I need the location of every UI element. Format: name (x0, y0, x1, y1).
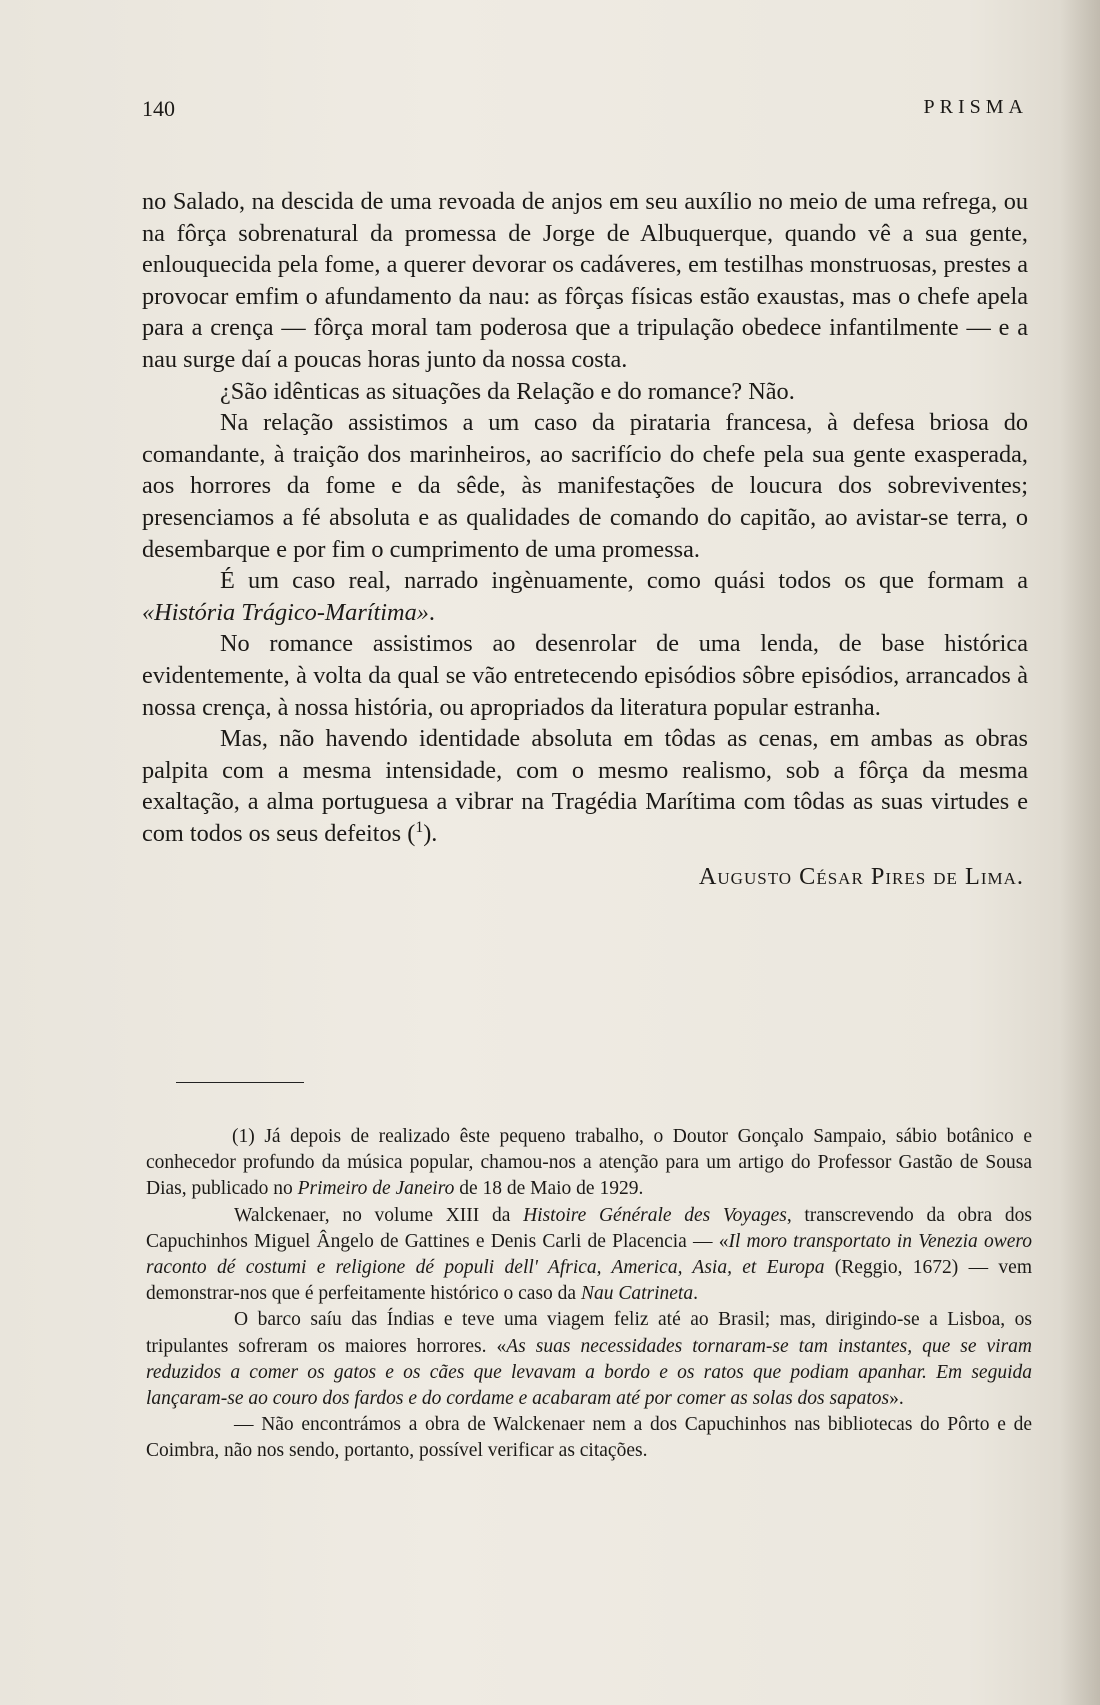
footnote-1-mark: (1) (232, 1126, 255, 1147)
newspaper-title: Primeiro de Janeiro (297, 1178, 455, 1200)
title-nau-catrineta: Nau Catrineta (580, 1283, 694, 1305)
paragraph-4 (142, 565, 1028, 628)
paragraph-1: no Salado, na descida de uma revoada de anjos em seu auxílio no meio de uma refrega, ou na fôrça sobrenatural da promessa de Jorge de Albuquerque, quando vê a sua gente, enlouquecida pela fome, a querer devorar os cadáveres, em testilhas monstruosas, prestes a provocar emfim o afundamento da nau: as fôrças físicas estão exaustas, mas o chefe apela para a crença — fôrça moral tam poderosa que a tripulação obedece infantilmente — e a nau surge daí a poucas horas junto da nossa costa. (142, 188, 1028, 373)
footnote-2 (146, 1203, 1032, 1308)
footnote-2-text-a: Walckenaer, no volume XIII da (234, 1204, 524, 1226)
footnote-3-text-a: O barco saíu das Índias e teve uma viagem feliz até ao Brasil; mas, dirigindo-se a Lisboa, os tripulantes sofreram os maiores horrores. « (146, 1309, 1032, 1357)
footnote-1 (146, 1124, 1032, 1203)
paragraph-6 (142, 723, 1028, 849)
footnote-1-end: de 18 de Maio de 1929. (454, 1178, 644, 1200)
book-title-il-moro: Il moro transportato in Venezia owero raconto dé costumi e religione dé populi dell' Africa, America, Asia, et Europa (146, 1230, 1032, 1279)
paragraph-2: ¿São idênticas as situações da Relação e do romance? Não. (220, 377, 795, 405)
paragraph-5: No romance assistimos ao desenrolar de uma lenda, de base histórica evidentemente, à volta da qual se vão entretecendo episódios sôbre episódios, arrancados à nossa crença, à nossa história, ou apropriados da literatura popular estranha. (142, 630, 1028, 721)
footnote-3-end: ». (889, 1388, 904, 1410)
paragraph-6-end: ). (423, 819, 438, 847)
footnote-2-text-b: , transcrevendo da obra dos Capuchinhos Miguel Ângelo de Gattines e Denis Carli de Placencia — « (146, 1204, 1032, 1252)
book-title-histoire: Histoire Générale des Voyages (523, 1204, 787, 1226)
running-title: PRISMA (923, 96, 1028, 118)
footnote-2-text-c: (Reggio, 1672) — vem demonstrar-nos que é perfeitamente histórico o caso da (146, 1257, 1032, 1305)
footnote-3-quotation: As suas necessidades tornaram-se tam instantes, que se viram reduzidos a comer os gatos e os cães que levavam a bordo e os ratos que podiam apanhar. Em seguida lançaram-se ao couro dos fardos e do cordame e acabaram até por comer as solas dos sapatos (146, 1335, 1032, 1410)
footnote-4: — Não encontrámos a obra de Walckenaer nem a dos Capuchinhos nas bibliotecas do Pôrto e de Coimbra, não nos sendo, portanto, possível verificar as citações. (146, 1414, 1032, 1462)
author-signature: Augusto César Pires de Lima. (698, 863, 1024, 891)
footnote-1-text: Já depois de realizado êste pequeno trabalho, o Doutor Gonçalo Sampaio, sábio botânico e conhecedor profundo da música popular, chamou-nos a atenção para um artigo do Professor Gastão de Sousa Dias, publicado no (146, 1126, 1032, 1200)
page-edge-shadow (1060, 0, 1100, 1705)
page-header (142, 96, 1028, 126)
paragraph-6-text: Mas, não havendo identidade absoluta em tôdas as cenas, em ambas as obras palpita com a mesma intensidade, com o mesmo realismo, sob a fôrça da mesma exaltação, a alma portuguesa a vibrar na Tragédia Marítima com tôdas as suas virtudes e com todos os seus defeitos ( (142, 725, 1028, 847)
paragraph-3: Na relação assistimos a um caso da pirataria francesa, à defesa briosa do comandante, à traição dos marinheiros, ao sacrifício do chefe pela sua gente exasperada, aos horrores da fome e da sêde, às manifestações de loucura dos sobreviventes; presenciamos a fé absoluta e as qualidades de comando do capitão, ao avistar-se terra, o desembarque e por fim o cumprimento de uma promessa. (142, 409, 1028, 563)
paragraph-4-end: . (428, 598, 435, 626)
footnote-3 (146, 1307, 1032, 1412)
page-number: 140 (142, 96, 175, 121)
footnote-reference: 1 (415, 818, 424, 836)
footnote-2-end: . (693, 1283, 698, 1305)
footnotes (146, 1124, 1032, 1465)
footnote-divider (176, 1082, 304, 1083)
paragraph-4-text: É um caso real, narrado ingènuamente, como quási todos os que formam a (220, 567, 1028, 595)
main-text (142, 186, 1028, 893)
work-title-historia: «História Trágico-Marítima» (142, 598, 429, 626)
